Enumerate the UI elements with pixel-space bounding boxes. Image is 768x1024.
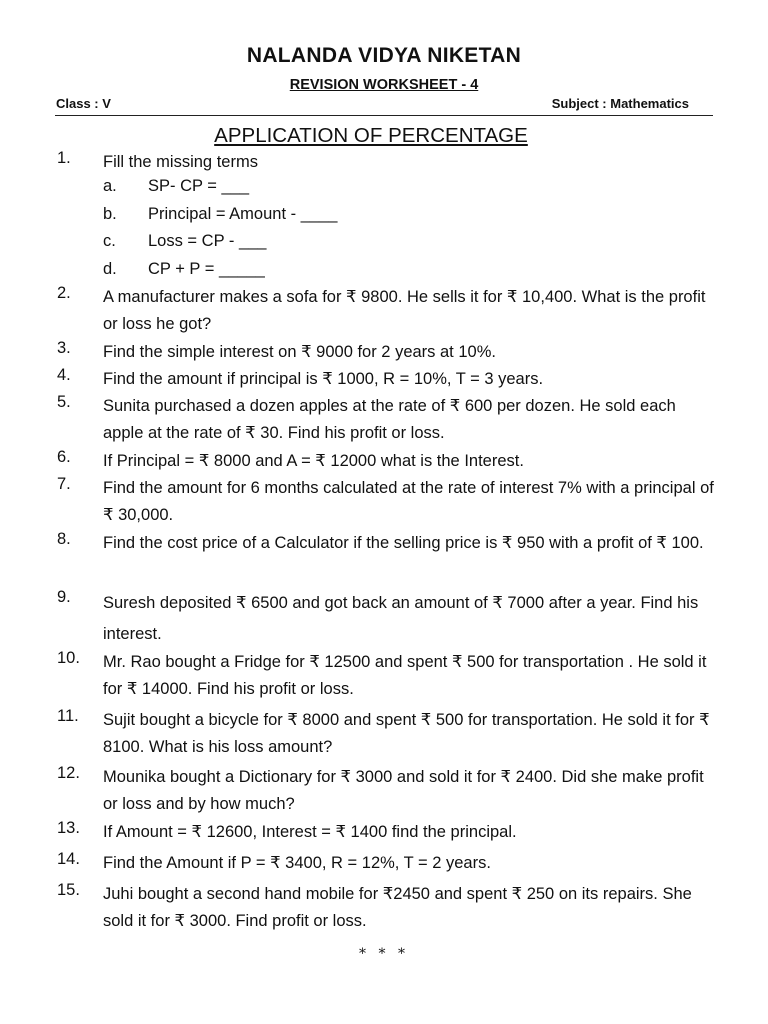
meta-row (55, 95, 713, 116)
class-label: Class : V (56, 96, 111, 111)
sub-label: c. (103, 232, 116, 250)
sub-label: d. (103, 260, 117, 278)
question-number: 3. (57, 339, 71, 357)
sub-label: a. (103, 177, 117, 195)
end-stars: * * * (359, 946, 409, 962)
question-number: 11. (57, 707, 79, 725)
question-number: 10. (57, 649, 80, 667)
sub-text: CP + P = _____ (148, 260, 265, 278)
question-number: 4. (57, 366, 71, 384)
worksheet-title-text: REVISION WORKSHEET - 4 (289, 77, 479, 93)
question-number: 13. (57, 819, 80, 837)
question-text: Find the amount for 6 months calculated at the rate of interest 7% with a principal of ₹ 30,000. (103, 479, 714, 524)
worksheet-title (0, 77, 768, 93)
question-number: 7. (57, 475, 71, 493)
question-number: 2. (57, 284, 71, 302)
sub-text: Loss = CP - ___ (148, 232, 267, 250)
question-text: If Principal = ₹ 8000 and A = ₹ 12000 what is the Interest. (103, 452, 524, 470)
question-text: Suresh deposited ₹ 6500 and got back an amount of ₹ 7000 after a year. Find his interest. (103, 594, 699, 643)
question-number: 1. (57, 149, 71, 167)
question-text: Find the Amount if P = ₹ 3400, R = 12%, T = 2 years. (103, 854, 491, 872)
question-number: 5. (57, 393, 71, 411)
question-number: 8. (57, 530, 71, 548)
question-number: 15. (57, 881, 80, 899)
question-text: Find the simple interest on ₹ 9000 for 2 years at 10%. (103, 343, 496, 361)
question-text: Find the amount if principal is ₹ 1000, R = 10%, T = 3 years. (103, 370, 544, 388)
question-text: A manufacturer makes a sofa for ₹ 9800. He sells it for ₹ 10,400. What is the profit or loss he got? (103, 288, 706, 333)
school-name: NALANDA VIDYA NIKETAN (246, 44, 522, 67)
question-number: 14. (57, 850, 80, 868)
sub-text: Principal = Amount - ____ (148, 205, 338, 223)
question-text: Juhi bought a second hand mobile for ₹2450 and spent ₹ 250 on its repairs. She sold it for ₹ 3000. Find profit or loss. (103, 885, 692, 930)
topic-title-text: APPLICATION OF PERCENTAGE (214, 124, 528, 147)
question-text: Find the cost price of a Calculator if the selling price is ₹ 950 with a profit of ₹ 100. (103, 534, 704, 552)
subject-label: Subject : Mathematics (551, 96, 689, 111)
topic-title (0, 124, 742, 148)
question-text: Mr. Rao bought a Fridge for ₹ 12500 and spent ₹ 500 for transportation . He sold it for ₹ 14000. Find his profit or loss. (103, 653, 707, 698)
question-text: Fill the missing terms (103, 153, 258, 171)
question-text: Mounika bought a Dictionary for ₹ 3000 and sold it for ₹ 2400. Did she make profit or loss and by how much? (103, 768, 704, 813)
sub-text: SP- CP = ___ (148, 177, 250, 195)
question-number: 6. (57, 448, 71, 466)
question-text: Sunita purchased a dozen apples at the rate of ₹ 600 per dozen. He sold each apple at the rate of ₹ 30. Find his profit or loss. (103, 397, 676, 442)
question-text: Sujit bought a bicycle for ₹ 8000 and spent ₹ 500 for transportation. He sold it for ₹ 8100. What is his loss amount? (103, 711, 710, 756)
sub-label: b. (103, 205, 117, 223)
question-number: 12. (57, 764, 80, 782)
question-number: 9. (57, 588, 71, 606)
question-text: If Amount = ₹ 12600, Interest = ₹ 1400 find the principal. (103, 823, 517, 841)
